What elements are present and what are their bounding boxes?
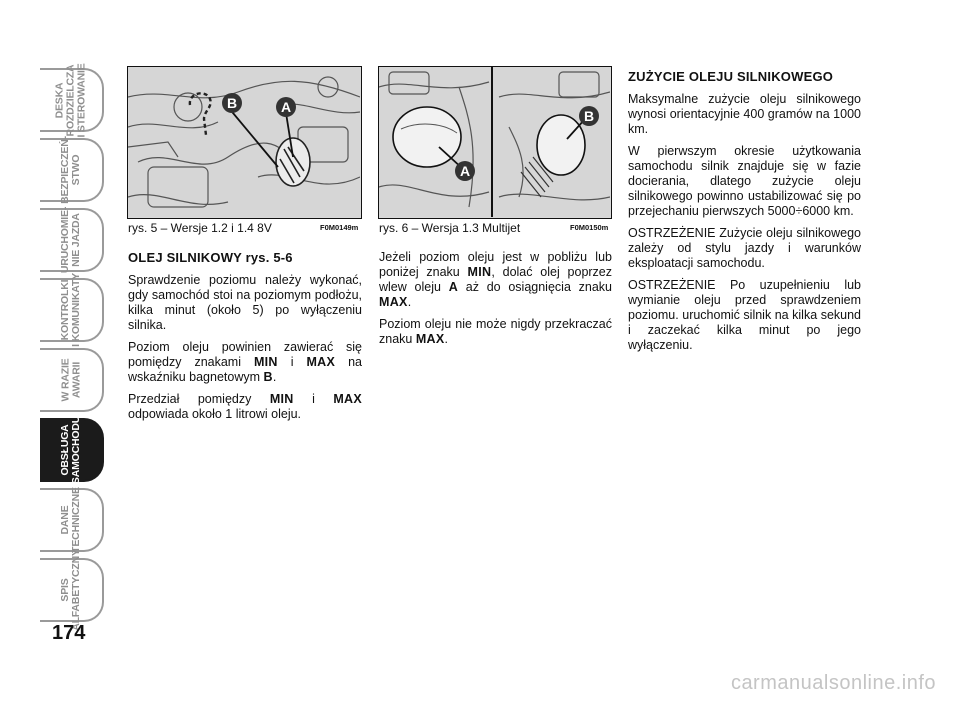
paragraph: W pierwszym okresie użytkowania samochodu silnik znajduje się w fazie docierania, dlatego zużycie oleju silnikowego powinno ustabilizować się po przejechaniu pierwszych 5000÷6000 km. (628, 144, 861, 218)
figure-6-engine-1-3-multijet (378, 66, 612, 219)
text-column-3 (628, 69, 861, 360)
paragraph: OSTRZEŻENIE Po uzupełnieniu lub wymianie oleju przed sprawdzeniem poziomu. uruchomić silnik na kilka sekund i zaczekać kilka minut po jego wyłączeniu. (628, 278, 861, 352)
tab-bezpieczenstwo[interactable]: BEZPIECZEŃ- STWO (40, 138, 104, 202)
tab-w-razie-awarii[interactable]: W RAZIE AWARII (40, 348, 104, 412)
figure-6-code: F0M0150m (570, 223, 609, 232)
paragraph: Sprawdzenie poziomu należy wykonać, gdy samochód stoi na poziomym podłożu, kilka minut (około 5) po wyłączeniu silnika. (128, 273, 362, 332)
figure-5-illustration (128, 67, 360, 217)
tab-kontrolki-komunikaty[interactable]: KONTROLKI I KOMUNIKATY (40, 278, 104, 342)
paragraph: Maksymalne zużycie oleju silnikowego wynosi orientacyjnie 400 gramów na 1000 km. (628, 92, 861, 136)
text-column-2 (379, 250, 612, 354)
paragraph: OSTRZEŻENIE Zużycie oleju silnikowego zależy od stylu jazdy i warunków eksploatacji samochodu. (628, 226, 861, 270)
figure-6-caption: rys. 6 – Wersja 1.3 Multijet (379, 221, 521, 235)
figure-6-illustration (379, 67, 610, 217)
tab-uruchomienie-jazda[interactable]: URUCHOMIE- NIE JAZDA (40, 208, 104, 272)
paragraph: Poziom oleju nie może nigdy przekraczać znaku MAX. (379, 317, 612, 346)
page-number: 174 (52, 622, 86, 644)
tab-obsluga-samochodu[interactable]: OBSŁUGA SAMOCHODU (40, 418, 104, 482)
tab-dane-techniczne[interactable]: DANE TECHNICZNE (40, 488, 104, 552)
figure-5-label-a: A (280, 99, 292, 115)
paragraph: Jeżeli poziom oleju jest w pobliżu lub poniżej znaku MIN, dolać olej poprzez wlew oleju A aż do osiągnięcia znaku MAX. (379, 250, 613, 309)
watermark: carmanualsonline.info (730, 672, 936, 694)
tab-spis-alfabetyczny[interactable]: SPIS ALFABETYCZNY (40, 558, 104, 622)
section-heading-olej-silnikowy: OLEJ SILNIKOWY rys. 5-6 (128, 250, 293, 265)
figure-5-label-b: B (226, 95, 238, 111)
figure-5-caption: rys. 5 – Wersje 1.2 i 1.4 8V (128, 221, 272, 235)
paragraph: Poziom oleju powinien zawierać się pomiędzy znakami MIN i MAX na wskaźniku bagnetowym B. (128, 340, 362, 384)
figure-5-engine-1-2-1-4 (127, 66, 362, 219)
figure-5-code: F0M0149m (320, 223, 359, 232)
text-column-1 (128, 250, 362, 429)
figure-6-label-b: B (583, 108, 595, 124)
tab-deska-rozdzielcza[interactable]: DESKA ROZDZIELCZA I STEROWANIE (40, 68, 104, 132)
section-heading-zuzycie-oleju: ZUŻYCIE OLEJU SILNIKOWEGO (628, 69, 834, 84)
paragraph: Przedział pomiędzy MIN i MAX odpowiada około 1 litrowi oleju. (128, 392, 362, 421)
figure-6-label-a: A (459, 163, 471, 179)
